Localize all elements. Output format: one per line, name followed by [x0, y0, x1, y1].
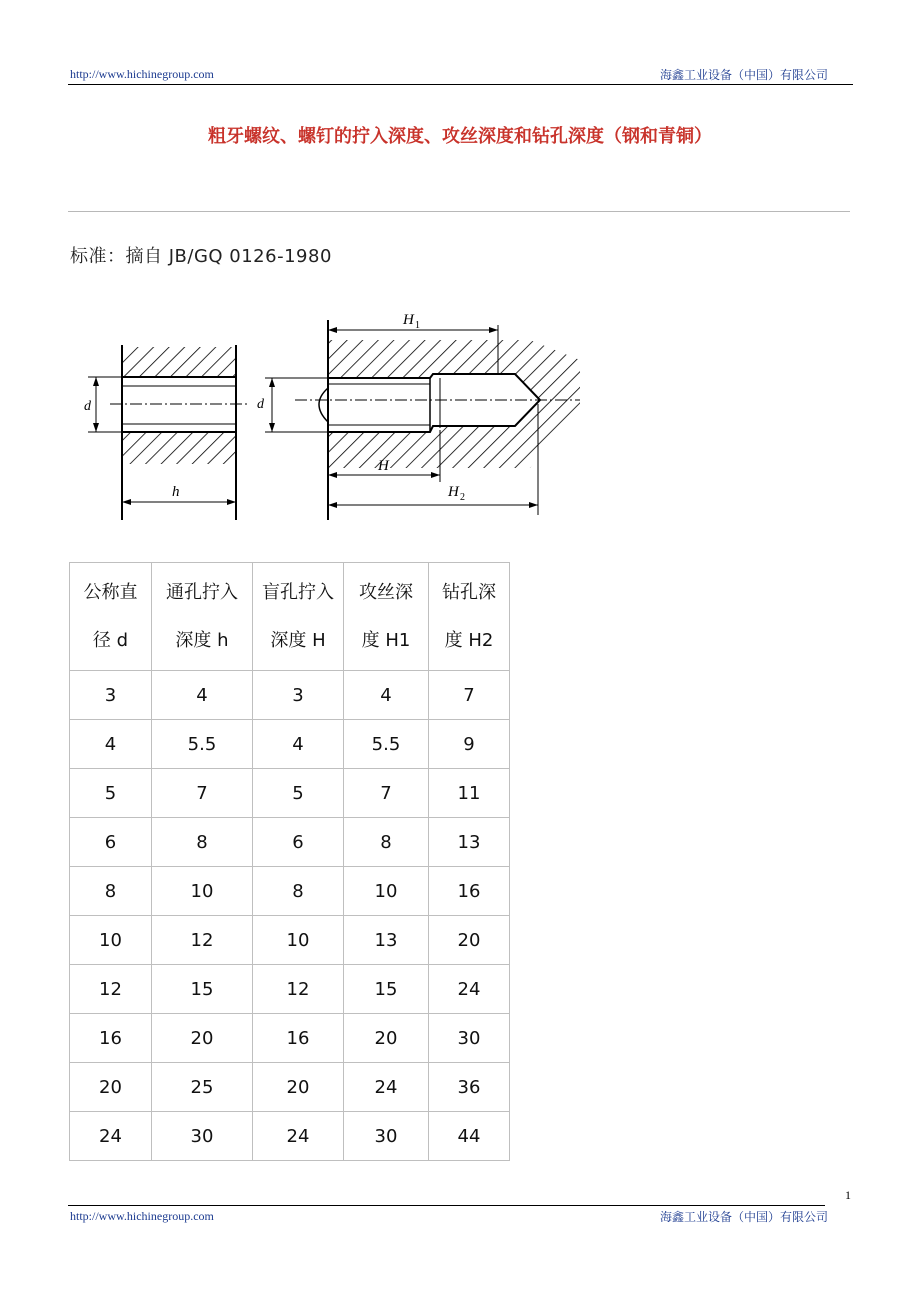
diameter-label-through: d [84, 399, 91, 414]
depth-spec-table [69, 562, 510, 1161]
table-cell: 24 [429, 965, 510, 1014]
footer-divider [68, 1205, 825, 1206]
blind-hole-figure [265, 320, 580, 520]
table-body [70, 671, 510, 1161]
table-cell: 3 [70, 671, 152, 720]
header-nominal-diameter: 公称直 径 d [70, 563, 152, 671]
table-cell: 8 [152, 818, 253, 867]
table-cell: 10 [152, 867, 253, 916]
header-drilling-depth: 钻孔深 度 H2 [429, 563, 510, 671]
table-cell: 10 [253, 916, 344, 965]
table-cell: 7 [152, 769, 253, 818]
table-cell: 24 [253, 1112, 344, 1161]
table-cell: 5.5 [152, 720, 253, 769]
table-cell: 16 [429, 867, 510, 916]
page-number: 1 [845, 1188, 851, 1202]
table-row [70, 1063, 510, 1112]
H1-label: H [403, 312, 414, 328]
table-cell: 30 [344, 1112, 429, 1161]
table-row [70, 1014, 510, 1063]
table-cell: 30 [152, 1112, 253, 1161]
table-cell: 20 [253, 1063, 344, 1112]
table-row [70, 671, 510, 720]
table-cell: 11 [429, 769, 510, 818]
page-title: 粗牙螺纹、螺钉的拧入深度、攻丝深度和钻孔深度（钢和青铜） [208, 126, 712, 147]
table-cell: 44 [429, 1112, 510, 1161]
table-cell: 12 [253, 965, 344, 1014]
table-cell: 8 [344, 818, 429, 867]
table-cell: 8 [70, 867, 152, 916]
table-cell: 13 [429, 818, 510, 867]
table-cell: 16 [253, 1014, 344, 1063]
table-cell: 5 [70, 769, 152, 818]
table-cell: 4 [253, 720, 344, 769]
table-row [70, 1112, 510, 1161]
table-cell: 20 [152, 1014, 253, 1063]
table-cell: 24 [344, 1063, 429, 1112]
footer-company: 海鑫工业设备（中国）有限公司 [659, 1210, 828, 1224]
table-row [70, 867, 510, 916]
table-cell: 4 [344, 671, 429, 720]
header-url-link[interactable]: http://www.hichinegroup.com [70, 67, 214, 81]
header-tapping-depth: 攻丝深 度 H1 [344, 563, 429, 671]
table-row [70, 818, 510, 867]
table-cell: 6 [253, 818, 344, 867]
through-hole-figure [88, 345, 250, 520]
H2-subscript: 2 [460, 492, 465, 503]
table-cell: 4 [152, 671, 253, 720]
table-cell: 5 [253, 769, 344, 818]
table-cell: 5.5 [344, 720, 429, 769]
standard-reference: 标准：摘自 JB/GQ 0126-1980 [70, 246, 332, 267]
header-through-hole-depth: 通孔拧入 深度 h [152, 563, 253, 671]
table-cell: 13 [344, 916, 429, 965]
h-label: h [172, 484, 180, 500]
table-cell: 16 [70, 1014, 152, 1063]
H2-label: H [448, 484, 459, 500]
screw-depth-diagram [60, 300, 590, 525]
title-separator [68, 211, 850, 212]
table-cell: 3 [253, 671, 344, 720]
table-row [70, 916, 510, 965]
table-cell: 25 [152, 1063, 253, 1112]
table-cell: 10 [344, 867, 429, 916]
table-row [70, 965, 510, 1014]
header-company: 海鑫工业设备（中国）有限公司 [659, 68, 828, 82]
table-cell: 20 [70, 1063, 152, 1112]
table-cell: 6 [70, 818, 152, 867]
H-label: H [378, 458, 389, 474]
table-cell: 36 [429, 1063, 510, 1112]
header-divider [68, 84, 853, 85]
table-cell: 4 [70, 720, 152, 769]
table-cell: 7 [429, 671, 510, 720]
table-cell: 7 [344, 769, 429, 818]
table-cell: 20 [429, 916, 510, 965]
table-row [70, 720, 510, 769]
table-cell: 15 [344, 965, 429, 1014]
table-row [70, 769, 510, 818]
table-cell: 12 [70, 965, 152, 1014]
table-cell: 8 [253, 867, 344, 916]
table-cell: 12 [152, 916, 253, 965]
footer-url-link[interactable]: http://www.hichinegroup.com [70, 1209, 214, 1223]
table-cell: 9 [429, 720, 510, 769]
table-cell: 24 [70, 1112, 152, 1161]
table-header-row [70, 563, 510, 671]
table-cell: 30 [429, 1014, 510, 1063]
table-cell: 10 [70, 916, 152, 965]
table-cell: 15 [152, 965, 253, 1014]
diameter-label-blind: d [257, 397, 264, 412]
H1-subscript: 1 [415, 320, 420, 331]
table-cell: 20 [344, 1014, 429, 1063]
header-blind-hole-depth: 盲孔拧入 深度 H [253, 563, 344, 671]
